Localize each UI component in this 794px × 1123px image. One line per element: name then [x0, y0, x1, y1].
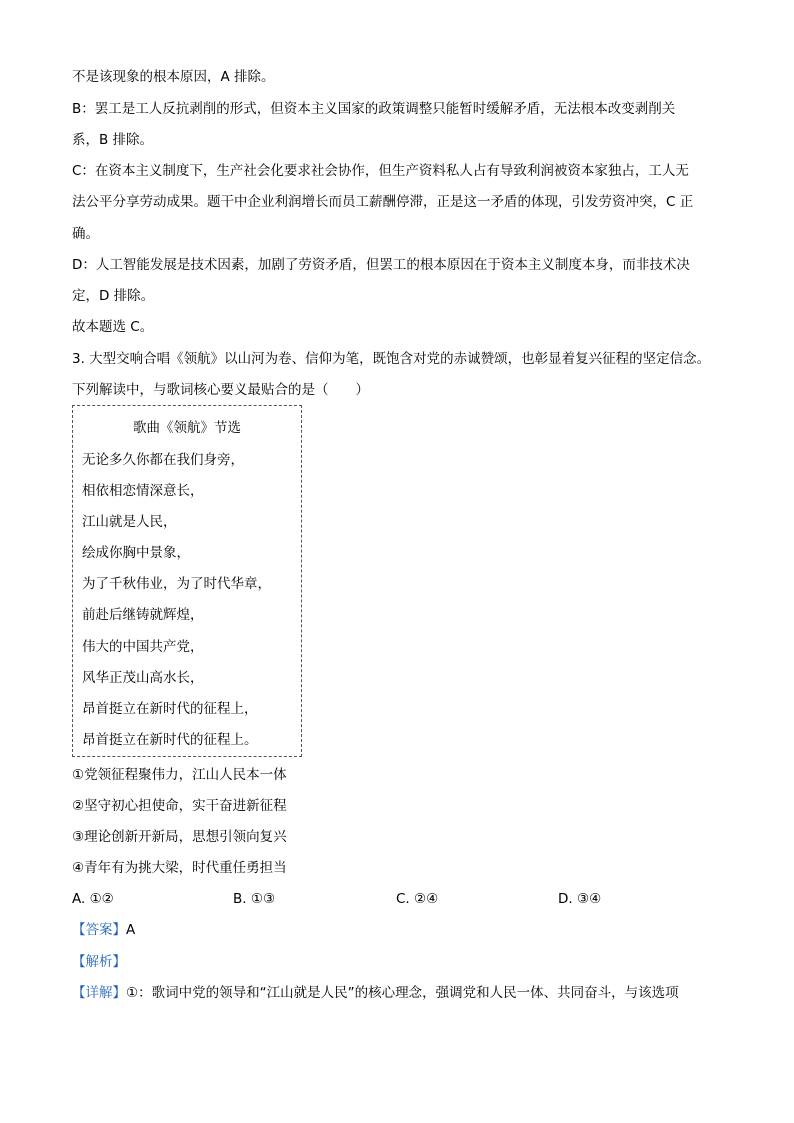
lyric-line: 伟大的中国共产党，: [82, 639, 204, 655]
answer-line: [72, 921, 135, 939]
lyric-line: 昂首挺立在新时代的征程上，: [82, 701, 258, 717]
lyric-line: 风华正茂山高水长，: [82, 670, 204, 686]
lyrics-box: [72, 405, 302, 757]
statement: ①党领征程聚伟力，江山人民本一体: [72, 767, 287, 783]
lyrics-title: 歌曲《领航》节选: [133, 420, 241, 436]
detail-text: ①：歌词中党的领导和“江山就是人民”的核心理念，强调党和人民一体、共同奋斗，与该选项: [126, 985, 679, 1001]
detail-line: [72, 984, 679, 1002]
option-a: A. ①②: [72, 891, 114, 907]
statement: ②坚守初心担使命，实干奋进新征程: [72, 798, 287, 814]
lyric-line: 前赴后继铸就辉煌，: [82, 607, 204, 623]
lyric-line: 绘成你胸中景象，: [82, 545, 190, 561]
analysis-heading: [72, 953, 126, 971]
detail-tag: 【详解】: [72, 985, 126, 1001]
question-stem: 下列解读中，与歌词核心要义最贴合的是（ ）: [72, 382, 369, 398]
answer-value: A: [126, 922, 136, 938]
lyric-line: 江山就是人民，: [82, 514, 177, 530]
analysis-line: C：在资本主义制度下，生产社会化要求社会协作，但生产资料私人占有导致利润被资本家独占，工人无: [72, 163, 689, 179]
answer-tag: 【答案】: [72, 922, 126, 938]
analysis-line: D：人工智能发展是技术因素，加剧了劳资矛盾，但罢工的根本原因在于资本主义制度本身，而非技术决: [72, 257, 690, 273]
statement: ④青年有为挑大梁，时代重任勇担当: [72, 860, 287, 876]
question-stem: 3. 大型交响合唱《领航》以山河为卷、信仰为笔，既饱含对党的赤诚赞颂，也彰显着复兴征程的坚定信念。: [72, 351, 711, 367]
lyric-line: 无论多久你都在我们身旁，: [82, 452, 244, 468]
lyric-line: 相依相恋情深意长，: [82, 483, 204, 499]
analysis-tag: 【解析】: [72, 954, 126, 970]
analysis-line: 系，B 排除。: [72, 132, 154, 148]
statement: ③理论创新开新局，思想引领向复兴: [72, 829, 287, 845]
analysis-line: B：罢工是工人反抗剥削的形式，但资本主义国家的政策调整只能暂时缓解矛盾，无法根本改变剥削关: [72, 101, 676, 117]
lyric-line: 为了千秋伟业，为了时代华章，: [82, 576, 271, 592]
option-b: B. ①③: [233, 891, 276, 907]
option-c: C. ②④: [396, 891, 439, 907]
analysis-line: 不是该现象的根本原因，A 排除。: [72, 69, 275, 85]
analysis-line: 故本题选 C。: [72, 319, 154, 335]
lyric-line: 昂首挺立在新时代的征程上。: [82, 732, 258, 748]
option-d: D. ③④: [558, 891, 602, 907]
analysis-line: 确。: [72, 226, 99, 242]
analysis-line: 法公平分享劳动成果。题干中企业利润增长而员工薪酬停滞，正是这一矛盾的体现，引发劳资冲突，C 正: [72, 194, 694, 210]
analysis-line: 定，D 排除。: [72, 288, 155, 304]
